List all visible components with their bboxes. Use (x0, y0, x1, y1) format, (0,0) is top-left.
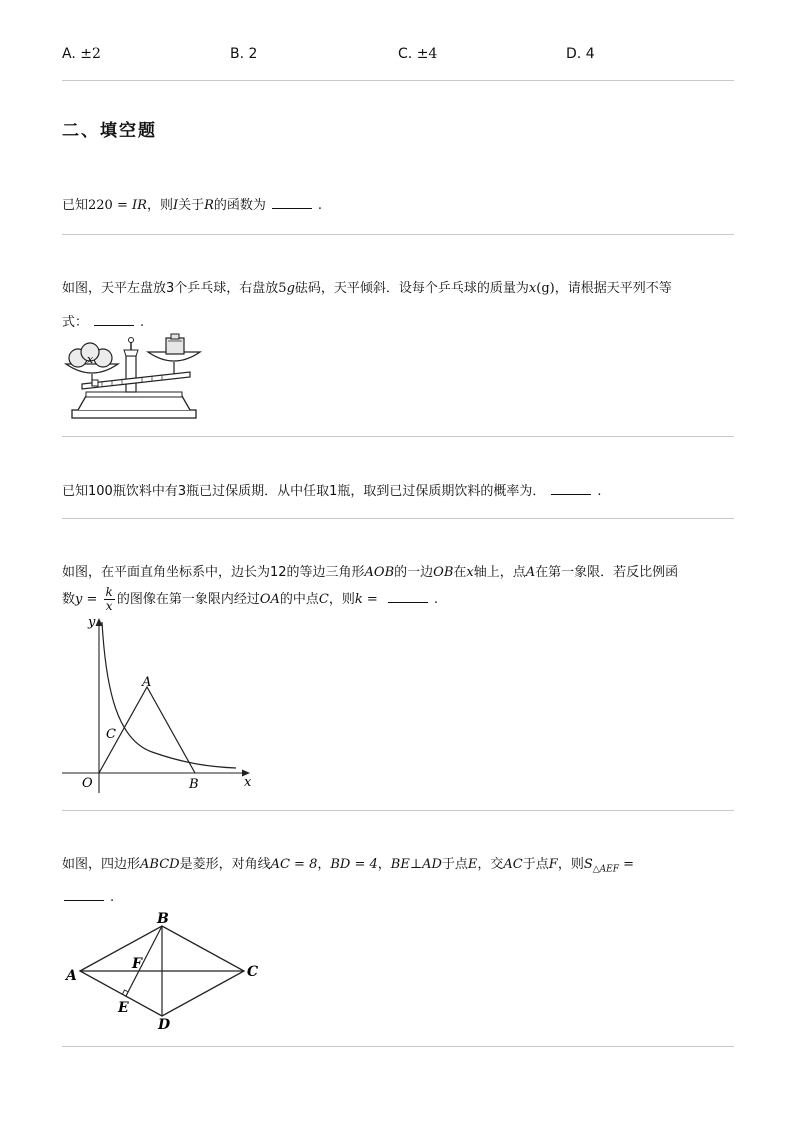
text: 已知 (62, 198, 89, 213)
question-5-line2 (58, 888, 114, 905)
math: S (583, 857, 593, 872)
math-subscript: △AEF (592, 864, 619, 875)
divider (62, 810, 734, 811)
option-value: 4 (585, 46, 595, 62)
text: . (140, 315, 145, 330)
math: BD = 4 (330, 857, 378, 872)
text: 的函数为 (213, 198, 266, 213)
text: 于点 (522, 857, 549, 872)
label-y: y (88, 615, 96, 630)
label-c: C (106, 727, 116, 742)
label-c: C (247, 964, 259, 980)
option-value: ±4 (416, 46, 438, 62)
math: IR (132, 198, 147, 213)
text: . (597, 484, 602, 499)
math: 5 (278, 281, 287, 296)
option-letter: D. (566, 46, 582, 62)
label-d: D (158, 1017, 171, 1033)
question-2-line2 (62, 311, 144, 330)
divider (62, 80, 734, 81)
text: . (110, 890, 115, 905)
coordinate-figure (62, 612, 258, 794)
math: C (318, 592, 329, 607)
label-f: F (132, 956, 142, 972)
label-a: A (142, 675, 152, 690)
text: 砝码，天平倾斜．设每个乒乓球的质量为 (294, 281, 529, 296)
math: A (525, 565, 536, 580)
math: g (286, 281, 295, 296)
text: ，则 (557, 857, 584, 872)
option-b (230, 46, 257, 62)
question-5 (62, 853, 634, 875)
math: AOB (364, 565, 395, 580)
question-1 (62, 194, 322, 213)
text: ，请根据天平列不等 (554, 281, 672, 296)
option-value: ±2 (80, 46, 101, 62)
question-4 (62, 561, 678, 580)
text: 轴上，点 (473, 565, 526, 580)
y-axis-arrow (96, 618, 103, 626)
text: 在 (453, 565, 467, 580)
fraction (104, 586, 115, 613)
text: ，则 (146, 198, 173, 213)
rhombus-figure (62, 908, 272, 1034)
option-c (398, 46, 437, 62)
math: y = (75, 592, 102, 607)
math: AC = 8 (270, 857, 318, 872)
option-d (566, 46, 595, 62)
label-a: A (66, 968, 77, 984)
answer-blank[interactable] (388, 590, 428, 603)
divider (62, 518, 734, 519)
label-e: E (118, 1000, 129, 1016)
hyperbola-curve (102, 622, 236, 768)
option-value: 2 (248, 46, 258, 62)
text: 式： (62, 315, 89, 330)
balance-scale-figure (62, 332, 220, 424)
text: 的中点 (279, 592, 319, 607)
text: ， (317, 857, 331, 872)
divider (62, 436, 734, 437)
text: ，则 (328, 592, 355, 607)
divider (62, 234, 734, 235)
answer-blank[interactable] (94, 313, 134, 326)
math: OA (259, 592, 280, 607)
math: E (467, 857, 478, 872)
label-b: B (157, 911, 169, 927)
math: (g) (536, 281, 555, 296)
text: 是菱形，对角线 (179, 857, 271, 872)
answer-blank[interactable] (272, 196, 312, 209)
math: BE⊥AD (390, 857, 442, 872)
text: 如图，天平左盘放3个乒乓球，右盘放 (62, 281, 279, 296)
option-letter: A. (62, 46, 76, 62)
math: 220 = (88, 198, 132, 213)
text: 如图，在平面直角坐标系中，边长为12的等边三角形 (62, 565, 365, 580)
text: 的图像在第一象限内经过 (116, 592, 260, 607)
text: ， (377, 857, 391, 872)
text: 关于 (178, 198, 205, 213)
math: x (466, 565, 474, 580)
text: 的一边 (394, 565, 434, 580)
label-x: x (244, 775, 252, 790)
answer-blank[interactable] (551, 482, 591, 495)
answer-blank[interactable] (64, 888, 104, 901)
math: OB (433, 565, 454, 580)
text: . (433, 592, 439, 607)
math: = (618, 857, 635, 872)
label-b: B (189, 777, 199, 792)
option-a (62, 46, 101, 62)
text: 数 (62, 592, 76, 607)
math: F (548, 857, 558, 872)
question-4-line2 (62, 586, 438, 613)
text: . (317, 198, 323, 213)
text: 已知100瓶饮料中有3瓶已过保质期．从中任取1瓶，取到已过保质期饮料的概率为． (62, 484, 546, 499)
question-3 (62, 480, 602, 499)
math: ABCD (140, 857, 180, 872)
math: x (528, 281, 537, 296)
label-o: O (82, 776, 93, 791)
option-letter: B. (230, 46, 245, 62)
math: I (172, 198, 179, 213)
text: ，交 (477, 857, 504, 872)
fraction-numerator: k (105, 585, 113, 599)
question-2 (62, 277, 672, 296)
fraction-denominator: x (105, 599, 113, 613)
text: 如图，四边形 (62, 857, 141, 872)
option-letter: C. (398, 46, 413, 62)
math: k = (354, 592, 382, 607)
ball-label: x (87, 353, 94, 366)
text: 于点 (441, 857, 468, 872)
divider (62, 1046, 734, 1047)
text: 在第一象限．若反比例函 (535, 565, 679, 580)
math: AC (503, 857, 523, 872)
section-title: 二、填空题 (62, 121, 157, 141)
math: R (204, 198, 214, 213)
